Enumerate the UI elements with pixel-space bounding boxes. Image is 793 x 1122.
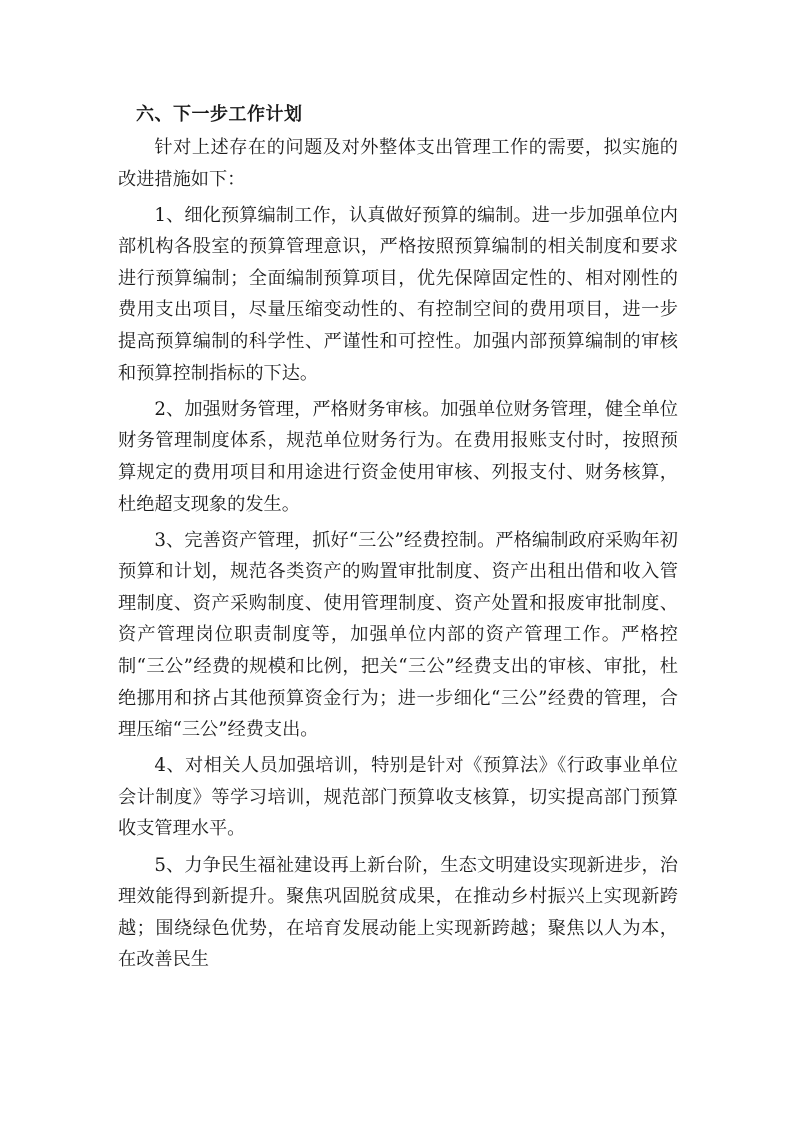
paragraph-item-5: 5、力争民生福祉建设再上新台阶，生态文明建设实现新进步，治理效能得到新提升。聚焦巩固脱贫成果，在推动乡村振兴上实现新跨越；围绕绿色优势，在培育发展动能上实现新跨越；聚焦以人为本，在改善民生 xyxy=(118,854,678,971)
paragraph-item-1: 1、细化预算编制工作，认真做好预算的编制。进一步加强单位内部机构各股室的预算管理意识，严格按照预算编制的相关制度和要求进行预算编制；全面编制预算项目，优先保障固定性的、相对刚性的费用支出项目，尽量压缩变动性的、有控制空间的费用项目，进一步提高预算编制的科学性、严谨性和可控性。加强内部预算编制的审核和预算控制指标的下达。 xyxy=(118,204,678,384)
section-heading: 六、下一步工作计划 xyxy=(136,104,303,125)
document-body xyxy=(118,100,678,980)
paragraph-intro: 针对上述存在的问题及对外整体支出管理工作的需要，拟实施的改进措施如下： xyxy=(118,137,678,190)
paragraph-item-2: 2、加强财务管理，严格财务审核。加强单位财务管理，健全单位财务管理制度体系，规范单位财务行为。在费用报账支付时，按照预算规定的费用项目和用途进行资金使用审核、列报支付、财务核算，杜绝超支现象的发生。 xyxy=(118,398,678,515)
paragraph-item-3: 3、完善资产管理，抓好“三公”经费控制。严格编制政府采购年初预算和计划，规范各类资产的购置审批制度、资产出租出借和收入管理制度、资产采购制度、使用管理制度、资产处置和报废审批制度、资产管理岗位职责制度等，加强单位内部的资产管理工作。严格控制“三公”经费的规模和比例，把关“三公”经费支出的审核、审批，杜绝挪用和挤占其他预算资金行为；进一步细化“三公”经费的管理，合理压缩“三公”经费支出。 xyxy=(118,529,678,741)
paragraph-item-4: 4、对相关人员加强培训，特别是针对《预算法》《行政事业单位会计制度》等学习培训，规范部门预算收支核算，切实提高部门预算收支管理水平。 xyxy=(118,755,678,840)
